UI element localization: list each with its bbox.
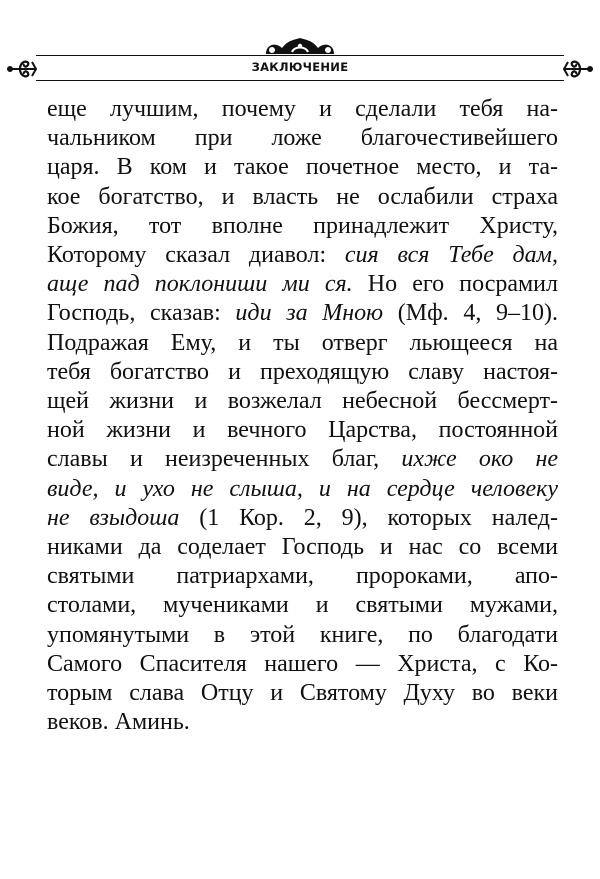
text-line [47, 416, 558, 445]
text-segment: щей жизни и возжелал небесной бессмерт- [47, 388, 558, 415]
italic-quote: не взыдоша [47, 504, 180, 531]
text-line [47, 153, 558, 182]
text-segment: Подражая Ему, и ты отверг льющееся на [47, 329, 558, 356]
text-line [47, 475, 558, 504]
text-line [47, 358, 558, 387]
right-flourish-icon [562, 56, 594, 82]
italic-quote: виде, и ухо не слыша, и на сердце человеку [47, 475, 558, 502]
body-text [47, 95, 558, 737]
header-bottom-rule [36, 80, 564, 81]
text-line [47, 270, 558, 299]
text-segment: тебя богатство и преходящую славу настоя- [47, 358, 558, 385]
text-segment: святыми патриархами, пророками, апо- [47, 563, 558, 590]
italic-quote: аще пад поклониши ми ся. [47, 271, 353, 298]
text-segment: (Мф. 4, 9–10). [383, 300, 559, 327]
text-segment: упомянутыми в этой книге, по благодати [47, 621, 558, 648]
text-segment: Господь, сказав: [47, 300, 236, 327]
text-segment: Божия, тот вполне принадлежит Христу, [47, 212, 558, 239]
text-segment: кое богатство, и власть не ослабили страха [47, 183, 558, 210]
center-ornament-icon [262, 36, 338, 56]
text-segment: Самого Спасителя нашего — Христа, с Ко- [47, 650, 558, 677]
left-flourish-icon [6, 56, 38, 82]
text-segment: царя. В ком и такое почетное место, и та- [47, 154, 558, 181]
text-line [47, 679, 558, 708]
text-segment: еще лучшим, почему и сделали тебя на- [47, 96, 558, 122]
text-segment: (1 Кор. 2, 9), которых налед- [179, 504, 558, 531]
text-line [47, 183, 558, 212]
text-line [47, 562, 558, 591]
text-line [47, 591, 558, 620]
text-segment: столами, мучениками и святыми мужами, [47, 592, 558, 619]
italic-quote: ихже око не [401, 446, 559, 473]
text-segment: никами да соделает Господь и нас со всеми [47, 534, 558, 561]
text-line [47, 445, 558, 474]
text-segment: Которому сказал диавол: [47, 242, 345, 269]
text-line [47, 533, 558, 562]
text-line [47, 241, 558, 270]
text-line [47, 329, 558, 358]
text-line [47, 212, 558, 241]
text-segment: ной жизни и вечного Царства, постоянной [47, 417, 558, 444]
italic-quote: иди за Мною [235, 300, 384, 327]
running-header [0, 0, 600, 100]
text-line [47, 650, 558, 679]
text-line [47, 387, 558, 416]
text-line [47, 708, 558, 737]
header-top-rule [36, 55, 564, 56]
chapter-title: ЗАКЛЮЧЕНИЕ [251, 60, 349, 74]
text-segment: славы и неизреченных благ, [47, 446, 402, 473]
text-segment: веков. Аминь. [47, 709, 190, 736]
text-line [47, 299, 558, 328]
text-segment: торым слава Отцу и Святому Духу во веки [47, 680, 558, 707]
text-line [47, 504, 558, 533]
text-segment: чальником при ложе благочестивейшего [47, 125, 558, 152]
text-line [47, 621, 558, 650]
italic-quote: сия вся Тебе дам, [344, 242, 558, 269]
text-segment: Но его посрамил [352, 271, 559, 298]
text-line [47, 95, 558, 124]
text-line [47, 124, 558, 153]
